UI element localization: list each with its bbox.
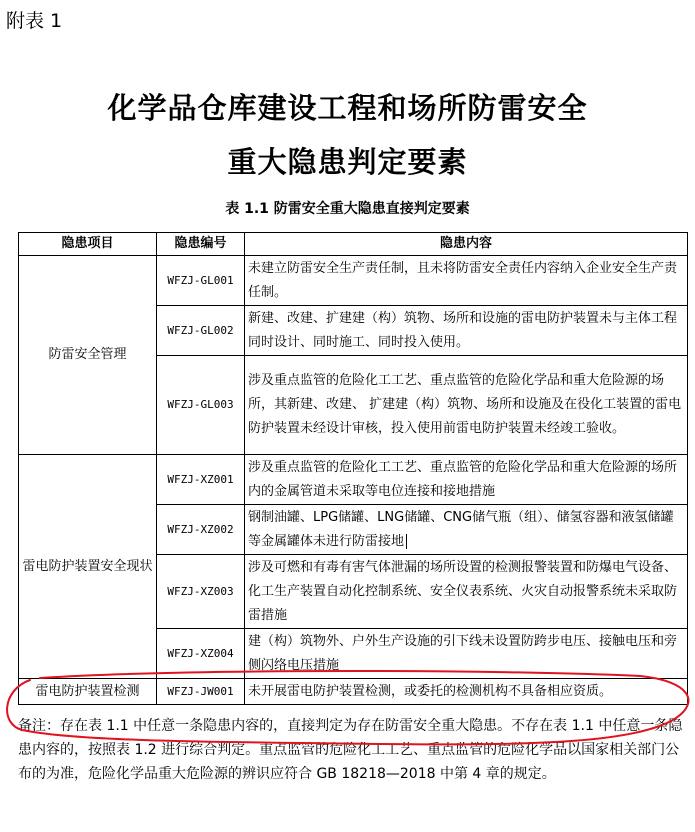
content-cell: 涉及可燃和有毒有害气体泄漏的场所设置的检测报警装置和防爆电气设备、化工生产装置自动化控制系统、安全仪表系统、火灾自动报警系统未采取防雷措施 xyxy=(245,555,688,629)
content-cell: 涉及重点监管的危险化工工艺、重点监管的危险化学品和重大危险源的场所内的金属管道未采取等电位连接和接地措施 xyxy=(245,455,688,505)
content-cell: 未开展雷电防护装置检测，或委托的检测机构不具备相应资质。 xyxy=(245,679,688,705)
code-cell: WFZJ-XZ001 xyxy=(157,455,245,505)
code-cell: WFZJ-XZ003 xyxy=(157,555,245,629)
code-cell: WFZJ-GL003 xyxy=(157,356,245,455)
hazard-table xyxy=(18,232,688,705)
content-text: 钢制油罐、LPG储罐、LNG储罐、CNG储气瓶（组）、储氢容器和液氢储罐等金属罐体未进行防雷接地 xyxy=(248,509,674,549)
header-hazard-content: 隐患内容 xyxy=(245,233,688,256)
text-cursor xyxy=(406,534,407,549)
content-cell: 未建立防雷安全生产责任制，且未将防雷安全责任内容纳入企业安全生产责任制。 xyxy=(245,256,688,306)
code-cell: WFZJ-JW001 xyxy=(157,679,245,705)
header-hazard-code: 隐患编号 xyxy=(157,233,245,256)
category-cell: 防雷安全管理 xyxy=(19,256,157,455)
category-cell: 雷电防护装置检测 xyxy=(19,679,157,705)
table-row xyxy=(19,256,688,306)
table-row xyxy=(19,679,688,705)
table-caption: 表 1.1 防雷安全重大隐患直接判定要素 xyxy=(225,201,470,217)
table-row xyxy=(19,455,688,505)
content-cell: 新建、改建、扩建建（构）筑物、场所和设施的雷电防护装置未与主体工程同时设计、同时施工、同时投入使用。 xyxy=(245,306,688,356)
header-hazard-item: 隐患项目 xyxy=(19,233,157,256)
table-header-row xyxy=(19,233,688,256)
page-title-line-2: 重大隐患判定要素 xyxy=(227,145,468,179)
remark-paragraph: 备注：存在表 1.1 中任意一条隐患内容的，直接判定为存在防雷安全重大隐患。不存在表 1.1 中任意一条隐患内容的，按照表 1.2 进行综合判定。重点监管的危险化工工艺、重点监管的危险化学品以国家相关部门公布的为准，危险化学品重大危险源的辨识应符合 GB 18218—2018 中第 4 章的规定。 xyxy=(18,718,683,782)
content-cell-with-cursor xyxy=(245,505,688,555)
appendix-label: 附表 1 xyxy=(6,10,63,32)
page-title-line-1: 化学品仓库建设工程和场所防雷安全 xyxy=(107,91,588,125)
code-cell: WFZJ-XZ002 xyxy=(157,505,245,555)
code-cell: WFZJ-XZ004 xyxy=(157,629,245,679)
code-cell: WFZJ-GL001 xyxy=(157,256,245,306)
category-cell: 雷电防护装置安全现状 xyxy=(19,455,157,679)
content-cell: 涉及重点监管的危险化工工艺、重点监管的危险化学品和重大危险源的场所，其新建、改建、 扩建建（构）筑物、场所和设施及在役化工装置的雷电防护装置未经设计审核，投入使用前雷电防护装置未经竣工验收。 xyxy=(245,356,688,455)
code-cell: WFZJ-GL002 xyxy=(157,306,245,356)
content-cell: 建（构）筑物外、户外生产设施的引下线未设置防跨步电压、接触电压和旁侧闪络电压措施 xyxy=(245,629,688,679)
